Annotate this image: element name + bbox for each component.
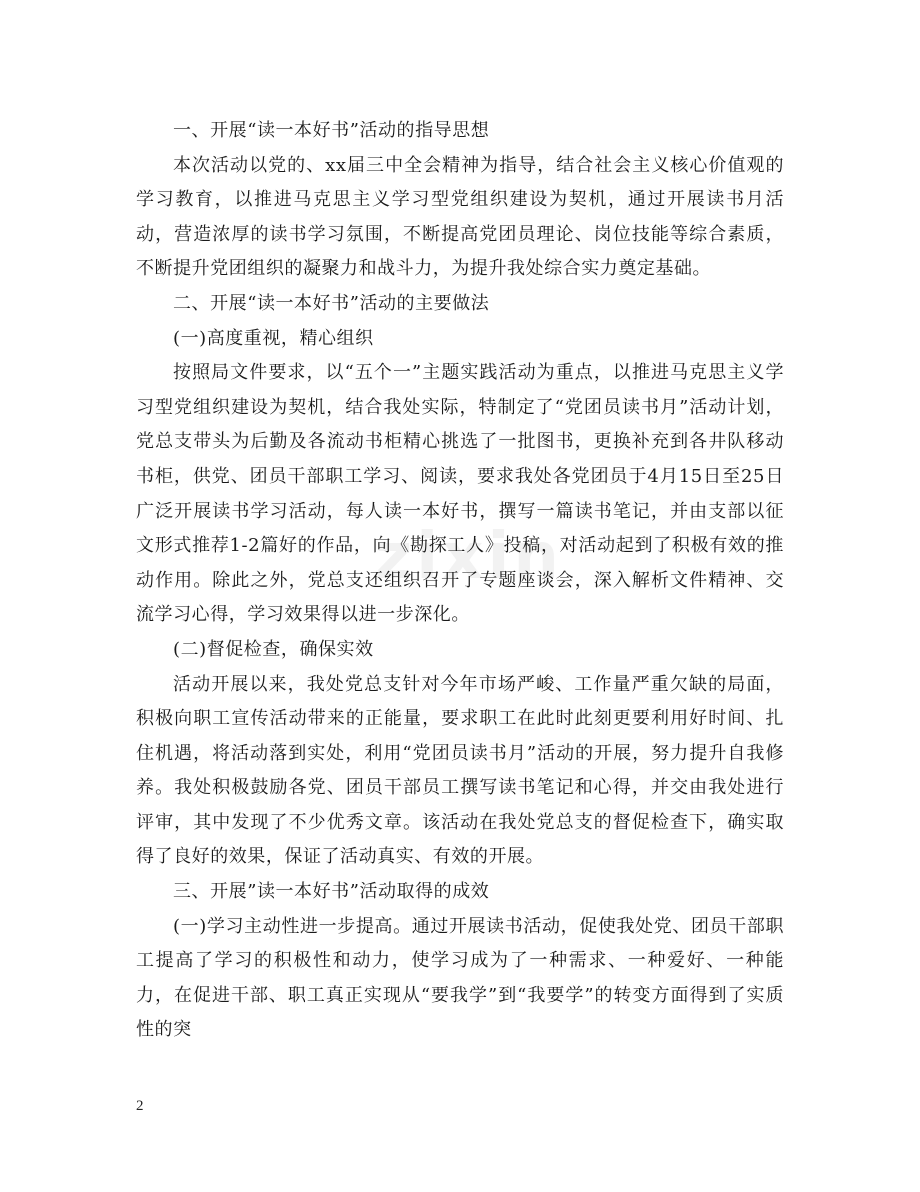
page-number: 2 — [136, 1098, 144, 1114]
watermark: zixin — [375, 520, 563, 594]
document-body — [136, 114, 784, 1048]
heading-main-practices: 二、开展“读一本好书”活动的主要做法 — [173, 292, 490, 314]
paragraph-organization: 按照局文件要求，以“五个一”主题实践活动为重点，以推进马克思主义学习型党组织建设为契机，结合我处实际，特制定了“党团员读书月”活动计划，党总支带头为后勤及各流动书柜精心挑选了一批图书，更换补充到各井队移动书柜，供党、团员干部职工学习、阅读，要求我处各党团员于4月15日至25日广泛开展读书学习活动，每人读一本好书，撰写一篇读书笔记，并由支部以征文形式推荐1-2篇好的作品，向《勘探工人》投稿，对活动起到了积极有效的推动作用。除此之外，党总支还组织召开了专题座谈会，深入解析文件精神、交流学习心得，学习效果得以进一步深化。 — [136, 362, 784, 626]
subheading-organization: (一)高度重视，精心组织 — [173, 327, 374, 349]
paragraph-results: (一)学习主动性进一步提高。通过开展读书活动，促使我处党、团员干部职工提高了学习的积极性和动力，使学习成为了一种需求、一种爱好、一种能力，在促进干部、职工真正实现从“要我学”到“我要学”的转变方面得到了实质性的突 — [136, 915, 784, 1041]
heading-guiding-ideology: 一、开展“读一本好书”活动的指导思想 — [173, 120, 490, 141]
paragraph-supervision: 活动开展以来，我处党总支针对今年市场严峻、工作量严重欠缺的局面，积极向职工宣传活动带来的正能量，要求职工在此时此刻更要利用好时间、扎住机遇，将活动落到实处，利用“党团员读书月”活动的开展，努力提升自我修养。我处积极鼓励各党、团员干部员工撰写读书笔记和心得，并交由我处进行评审，其中发现了不少优秀文章。该活动在我处党总支的督促检查下，确实取得了良好的效果，保证了活动真实、有效的开展。 — [136, 673, 784, 868]
paragraph-guiding-ideology: 本次活动以党的、xx届三中全会精神为指导，结合社会主义核心价值观的学习教育，以推进马克思主义学习型党组织建设为契机，通过开展读书月活动，营造浓厚的读书学习氛围，不断提高党团员理论、岗位技能等综合素质，不断提升党团组织的凝聚力和战斗力，为提升我处综合实力奠定基础。 — [136, 154, 784, 280]
subheading-supervision: (二)督促检查，确保实效 — [173, 638, 374, 660]
heading-results: 三、开展”读一本好书”活动取得的成效 — [173, 881, 490, 903]
